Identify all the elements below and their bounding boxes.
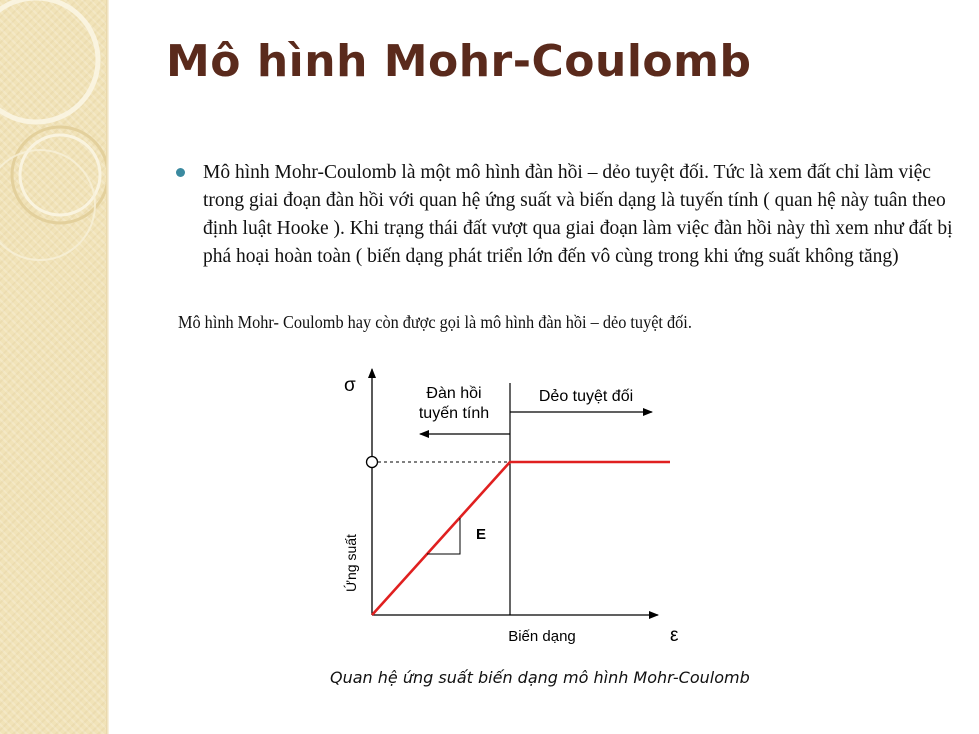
epsilon-label: ε <box>670 625 679 646</box>
stress-strain-curve <box>372 462 670 615</box>
yield-point-marker <box>367 457 378 468</box>
figure-caption: Quan hệ ứng suất biến dạng mô hình Mohr-Coulomb <box>330 668 750 687</box>
plastic-label: Dẻo tuyệt đối <box>538 388 634 405</box>
slide-title: Mô hình Mohr-Coulomb <box>166 36 752 87</box>
y-axis-title: Ứng suất <box>343 534 359 592</box>
stress-strain-diagram <box>330 365 700 665</box>
bullet-icon <box>176 168 185 177</box>
diagram-caption-top: Mô hình Mohr- Coulomb hay còn được gọi là mô hình đàn hồi – dẻo tuyệt đối. <box>178 312 692 332</box>
x-axis-title: Biến dạng <box>508 628 576 645</box>
bullet-paragraph: Mô hình Mohr-Coulomb là một mô hình đàn hồi – dẻo tuyệt đối. Tức là xem đất chỉ làm việc trong giai đoạn đàn hồi với quan hệ ứng suất và biến dạng là tuyến tính ( quan hệ này tuân theo định luật Hooke ). Khi trạng thái đất vượt qua giai đoạn làm việc đàn hồi này thì xem như đất bị phá hoại hoàn toàn ( biến dạng phát triển lớn đến vô cùng trong khi ứng suất không tăng) <box>203 162 953 267</box>
sigma-label: σ <box>344 375 356 396</box>
sidebar-rings-decoration <box>0 0 108 734</box>
elastic-label-line2: tuyến tính <box>418 405 490 422</box>
elastic-label-line1: Đàn hồi <box>426 385 482 402</box>
sidebar-edge <box>106 0 109 734</box>
decorative-sidebar <box>0 0 108 734</box>
modulus-label: E <box>476 526 487 543</box>
